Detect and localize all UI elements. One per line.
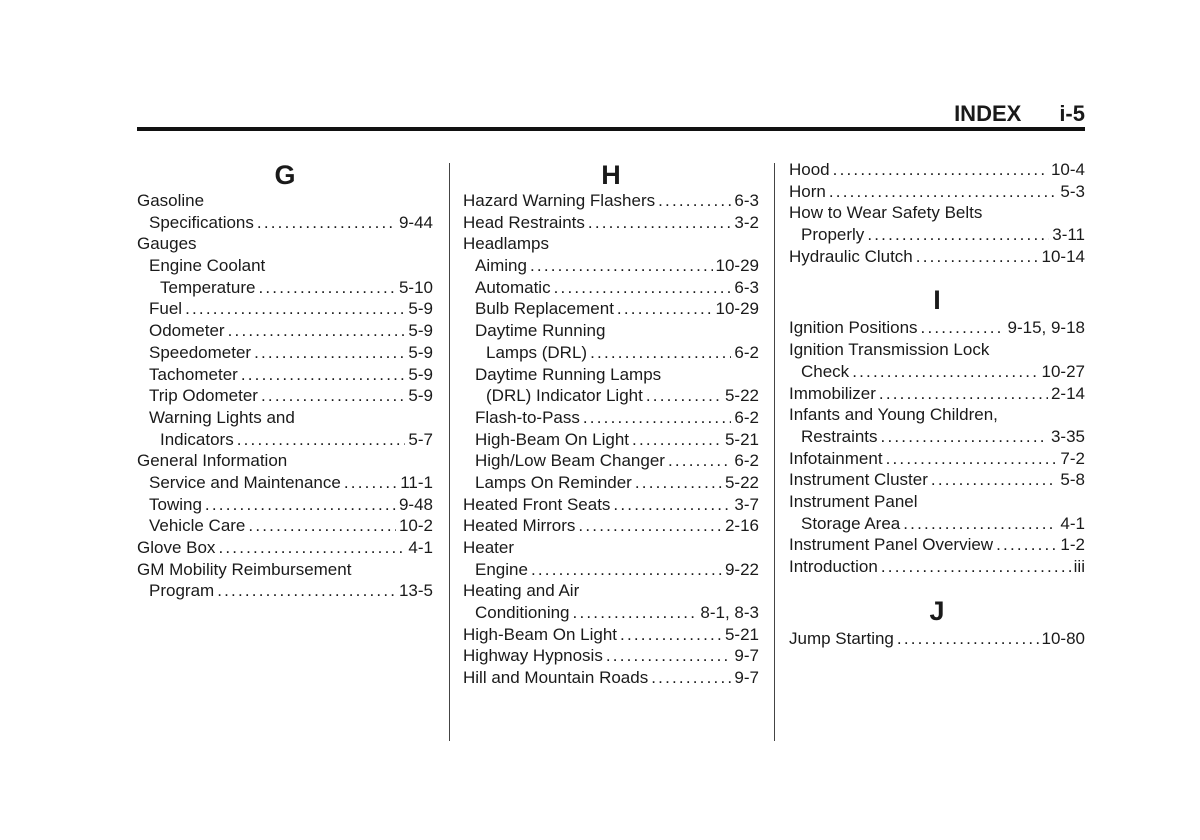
entry-page: 2-16: [724, 516, 759, 536]
entry-term: Glove Box: [137, 538, 216, 557]
entry-term: General Information: [137, 451, 288, 471]
header-rule: [137, 127, 1085, 131]
index-entry: [463, 298, 759, 320]
leader-dots: [632, 429, 722, 451]
entry-page: 4-1: [408, 538, 433, 557]
entry-term: Specifications: [149, 212, 254, 232]
index-entry: [463, 364, 759, 386]
entry-page: 6-2: [734, 451, 759, 471]
letter-heading: J: [929, 595, 945, 626]
column-divider: [449, 163, 450, 741]
header-title: INDEX: [954, 101, 1022, 126]
entry-term: Highway Hypnosis: [463, 646, 603, 666]
leader-dots: [921, 317, 1005, 339]
index-entry: [137, 190, 433, 212]
letter-heading: H: [601, 160, 621, 190]
leader-dots: [588, 212, 732, 234]
index-entry: [789, 491, 1085, 513]
index-entry: [137, 385, 433, 407]
leader-dots: [606, 645, 732, 667]
index-entry: [137, 277, 433, 299]
leader-dots: [646, 385, 722, 407]
entry-term: GM Mobility Reimbursement: [137, 559, 352, 579]
entry-term: Hill and Mountain Roads: [463, 668, 649, 688]
index-entry: [463, 667, 759, 689]
leader-dots: [881, 426, 1048, 448]
entry-term: Fuel: [149, 299, 183, 319]
entry-page: 7-2: [1060, 448, 1085, 468]
entry-page: 6-3: [734, 277, 759, 297]
entry-term: Hydraulic Clutch: [789, 246, 913, 266]
entry-term: Check: [801, 361, 850, 381]
leader-dots: [668, 450, 731, 472]
index-entry: [463, 602, 759, 624]
entry-term: Trip Odometer: [149, 386, 258, 406]
leader-dots: [617, 298, 713, 320]
index-entry: [137, 559, 433, 581]
entry-term: Ignition Transmission Lock: [789, 340, 990, 360]
entry-page: 4-1: [1060, 513, 1085, 533]
leader-dots: [241, 364, 406, 386]
entry-page: 9-7: [734, 646, 759, 666]
leader-dots: [829, 181, 1058, 203]
index-entry: [463, 515, 759, 537]
entry-term: Vehicle Care: [149, 516, 246, 536]
leader-dots: [217, 580, 396, 602]
entry-term: Temperature: [160, 277, 256, 297]
entry-page: 5-9: [408, 364, 433, 384]
leader-dots: [590, 342, 731, 364]
entry-page: 13-5: [398, 581, 433, 601]
index-entry: [789, 181, 1085, 203]
index-column-3: [789, 159, 1085, 649]
index-entry: [463, 624, 759, 646]
index-entry: [789, 339, 1085, 361]
entry-term: Speedometer: [149, 342, 252, 362]
leader-dots: [205, 494, 396, 516]
entry-term: Daytime Running: [475, 321, 606, 341]
leader-dots: [554, 277, 732, 299]
index-entry: [789, 159, 1085, 181]
index-entry: [137, 407, 433, 429]
entry-term: Introduction: [789, 557, 878, 576]
index-entry: [789, 628, 1085, 650]
index-entry: [137, 450, 433, 472]
entry-term: Gauges: [137, 234, 197, 254]
entry-term: Restraints: [801, 426, 878, 446]
leader-dots: [996, 534, 1057, 556]
entry-term: Engine: [475, 559, 528, 579]
leader-dots: [218, 537, 405, 559]
leader-dots: [881, 556, 1071, 578]
entry-term: Automatic: [475, 277, 551, 297]
entry-page: 5-9: [408, 299, 433, 319]
entry-page: 9-48: [398, 494, 433, 514]
index-entry: [789, 246, 1085, 268]
entry-term: Daytime Running Lamps: [475, 364, 662, 384]
entry-term: Heating and Air: [463, 581, 580, 601]
leader-dots: [852, 361, 1038, 383]
leader-dots: [867, 224, 1049, 246]
index-entry: [789, 383, 1085, 405]
entry-page: 5-8: [1060, 470, 1085, 490]
entry-term: Storage Area: [801, 513, 901, 533]
index-entry: [137, 233, 433, 255]
leader-dots: [620, 624, 722, 646]
entry-page: iii: [1073, 557, 1085, 576]
entry-page: 8-1, 8-3: [700, 603, 759, 623]
leader-dots: [658, 190, 731, 212]
entry-page: 9-44: [398, 212, 433, 232]
index-entry: [137, 255, 433, 277]
entry-term: Immobilizer: [789, 383, 876, 403]
index-entry: [789, 448, 1085, 470]
index-entry: [463, 385, 759, 407]
entry-term: Horn: [789, 181, 826, 201]
leader-dots: [903, 513, 1057, 535]
entry-term: Indicators: [160, 429, 234, 449]
entry-term: Instrument Panel: [789, 491, 918, 511]
entry-page: 6-3: [734, 191, 759, 210]
entry-term: High/Low Beam Changer: [475, 451, 665, 471]
index-entry: [789, 404, 1085, 426]
entry-page: 9-22: [724, 559, 759, 579]
index-entry: [137, 515, 433, 537]
entry-term: Properly: [801, 225, 865, 245]
entry-page: 11-1: [400, 472, 433, 492]
leader-dots: [257, 212, 396, 234]
entry-page: 5-9: [408, 386, 433, 406]
entry-page: 10-2: [398, 516, 433, 536]
index-entry: [789, 224, 1085, 246]
entry-term: Hood: [789, 160, 830, 179]
leader-dots: [531, 559, 722, 581]
entry-term: Jump Starting: [789, 628, 894, 648]
entry-term: Tachometer: [149, 364, 238, 384]
entry-page: 5-22: [724, 386, 759, 406]
entry-term: Warning Lights and: [149, 407, 295, 427]
index-entry: [463, 342, 759, 364]
entry-term: Aiming: [475, 256, 527, 276]
index-entry: [137, 212, 433, 234]
index-entry: [789, 513, 1085, 535]
entry-page: 5-21: [724, 624, 759, 644]
leader-dots: [916, 246, 1039, 268]
entry-page: 5-9: [408, 342, 433, 362]
leader-dots: [651, 667, 731, 689]
entry-page: 5-21: [724, 429, 759, 449]
entry-page: 1-2: [1060, 535, 1085, 555]
entry-page: 3-11: [1052, 225, 1085, 245]
index-entry: [463, 494, 759, 516]
index-entry: [463, 537, 759, 559]
entry-page: 5-7: [408, 429, 433, 449]
entry-page: 10-27: [1041, 361, 1085, 381]
entry-term: Head Restraints: [463, 212, 585, 232]
entry-page: 10-29: [715, 299, 759, 319]
entry-term: Infants and Young Children,: [789, 405, 998, 425]
entry-page: 5-10: [398, 277, 433, 297]
index-entry: [137, 429, 433, 451]
entry-term: Instrument Panel Overview: [789, 535, 994, 555]
leader-dots: [530, 255, 713, 277]
letter-heading: G: [274, 160, 296, 190]
entry-term: Bulb Replacement: [475, 299, 614, 319]
index-entry: [463, 255, 759, 277]
entry-term: Gasoline: [137, 191, 205, 210]
leader-dots: [613, 494, 731, 516]
entry-page: 3-35: [1050, 426, 1085, 446]
entry-term: Lamps On Reminder: [475, 472, 632, 492]
entry-term: Towing: [149, 494, 202, 514]
index-entry: [463, 450, 759, 472]
entry-page: 10-14: [1041, 246, 1085, 266]
index-entry: [463, 190, 759, 212]
leader-dots: [258, 277, 396, 299]
entry-term: Program: [149, 581, 215, 601]
index-entry: [137, 472, 433, 494]
letter-heading: I: [933, 285, 941, 316]
index-entry: [137, 320, 433, 342]
index-entry: [137, 494, 433, 516]
entry-term: Ignition Positions: [789, 318, 918, 338]
leader-dots: [578, 515, 722, 537]
entry-page: 5-22: [724, 472, 759, 492]
leader-dots: [886, 448, 1058, 470]
index-entry: [789, 317, 1085, 339]
entry-page: 10-80: [1041, 628, 1085, 648]
index-entry: [463, 407, 759, 429]
leader-dots: [879, 383, 1048, 405]
entry-term: Conditioning: [475, 603, 570, 623]
leader-dots: [185, 298, 405, 320]
index-entry: [463, 212, 759, 234]
leader-dots: [931, 469, 1058, 491]
index-entry: [789, 556, 1085, 578]
index-entry: [463, 559, 759, 581]
entry-page: 10-29: [715, 256, 759, 276]
entry-page: 5-3: [1060, 181, 1085, 201]
index-column-1: [137, 160, 433, 602]
entry-term: Hazard Warning Flashers: [463, 191, 656, 210]
entry-term: Heated Mirrors: [463, 516, 576, 536]
index-entry: [137, 537, 433, 559]
entry-page: 9-15, 9-18: [1007, 318, 1085, 338]
leader-dots: [344, 472, 397, 494]
entry-page: 5-9: [408, 321, 433, 341]
leader-dots: [583, 407, 732, 429]
entry-page: 3-7: [734, 494, 759, 514]
entry-page: 6-2: [734, 407, 759, 427]
index-entry: [137, 364, 433, 386]
index-column-2: [463, 160, 759, 689]
index-entry: [463, 320, 759, 342]
index-entry: [463, 429, 759, 451]
leader-dots: [254, 342, 405, 364]
entry-term: Odometer: [149, 321, 225, 341]
leader-dots: [833, 159, 1048, 181]
entry-term: Lamps (DRL): [486, 342, 588, 362]
leader-dots: [237, 429, 406, 451]
entry-term: Infotainment: [789, 448, 883, 468]
leader-dots: [635, 472, 722, 494]
index-entry: [789, 426, 1085, 448]
index-entry: [789, 534, 1085, 556]
entry-term: High-Beam On Light: [463, 624, 618, 644]
entry-term: Instrument Cluster: [789, 470, 928, 490]
index-entry: [463, 580, 759, 602]
entry-term: Engine Coolant: [149, 256, 266, 276]
entry-term: (DRL) Indicator Light: [486, 386, 643, 406]
index-entry: [463, 277, 759, 299]
page-number: i-5: [1059, 101, 1085, 126]
leader-dots: [248, 515, 396, 537]
column-divider: [774, 163, 775, 741]
page-header: [954, 101, 1085, 127]
leader-dots: [261, 385, 405, 407]
entry-term: Headlamps: [463, 234, 549, 254]
entry-page: 10-4: [1050, 160, 1085, 179]
index-entry: [463, 472, 759, 494]
leader-dots: [897, 628, 1039, 650]
index-entry: [463, 645, 759, 667]
index-entry: [463, 233, 759, 255]
entry-term: Flash-to-Pass: [475, 407, 580, 427]
entry-term: Service and Maintenance: [149, 472, 341, 492]
leader-dots: [228, 320, 406, 342]
entry-term: Heated Front Seats: [463, 494, 611, 514]
index-entry: [137, 298, 433, 320]
entry-page: 9-7: [734, 668, 759, 688]
index-entry: [789, 361, 1085, 383]
leader-dots: [573, 602, 698, 624]
index-entry: [789, 469, 1085, 491]
entry-term: How to Wear Safety Belts: [789, 203, 983, 223]
entry-page: 2-14: [1050, 383, 1085, 403]
entry-term: Heater: [463, 538, 515, 557]
entry-page: 6-2: [734, 342, 759, 362]
index-entry: [137, 580, 433, 602]
index-entry: [789, 202, 1085, 224]
index-entry: [137, 342, 433, 364]
entry-page: 3-2: [734, 212, 759, 232]
entry-term: High-Beam On Light: [475, 429, 630, 449]
